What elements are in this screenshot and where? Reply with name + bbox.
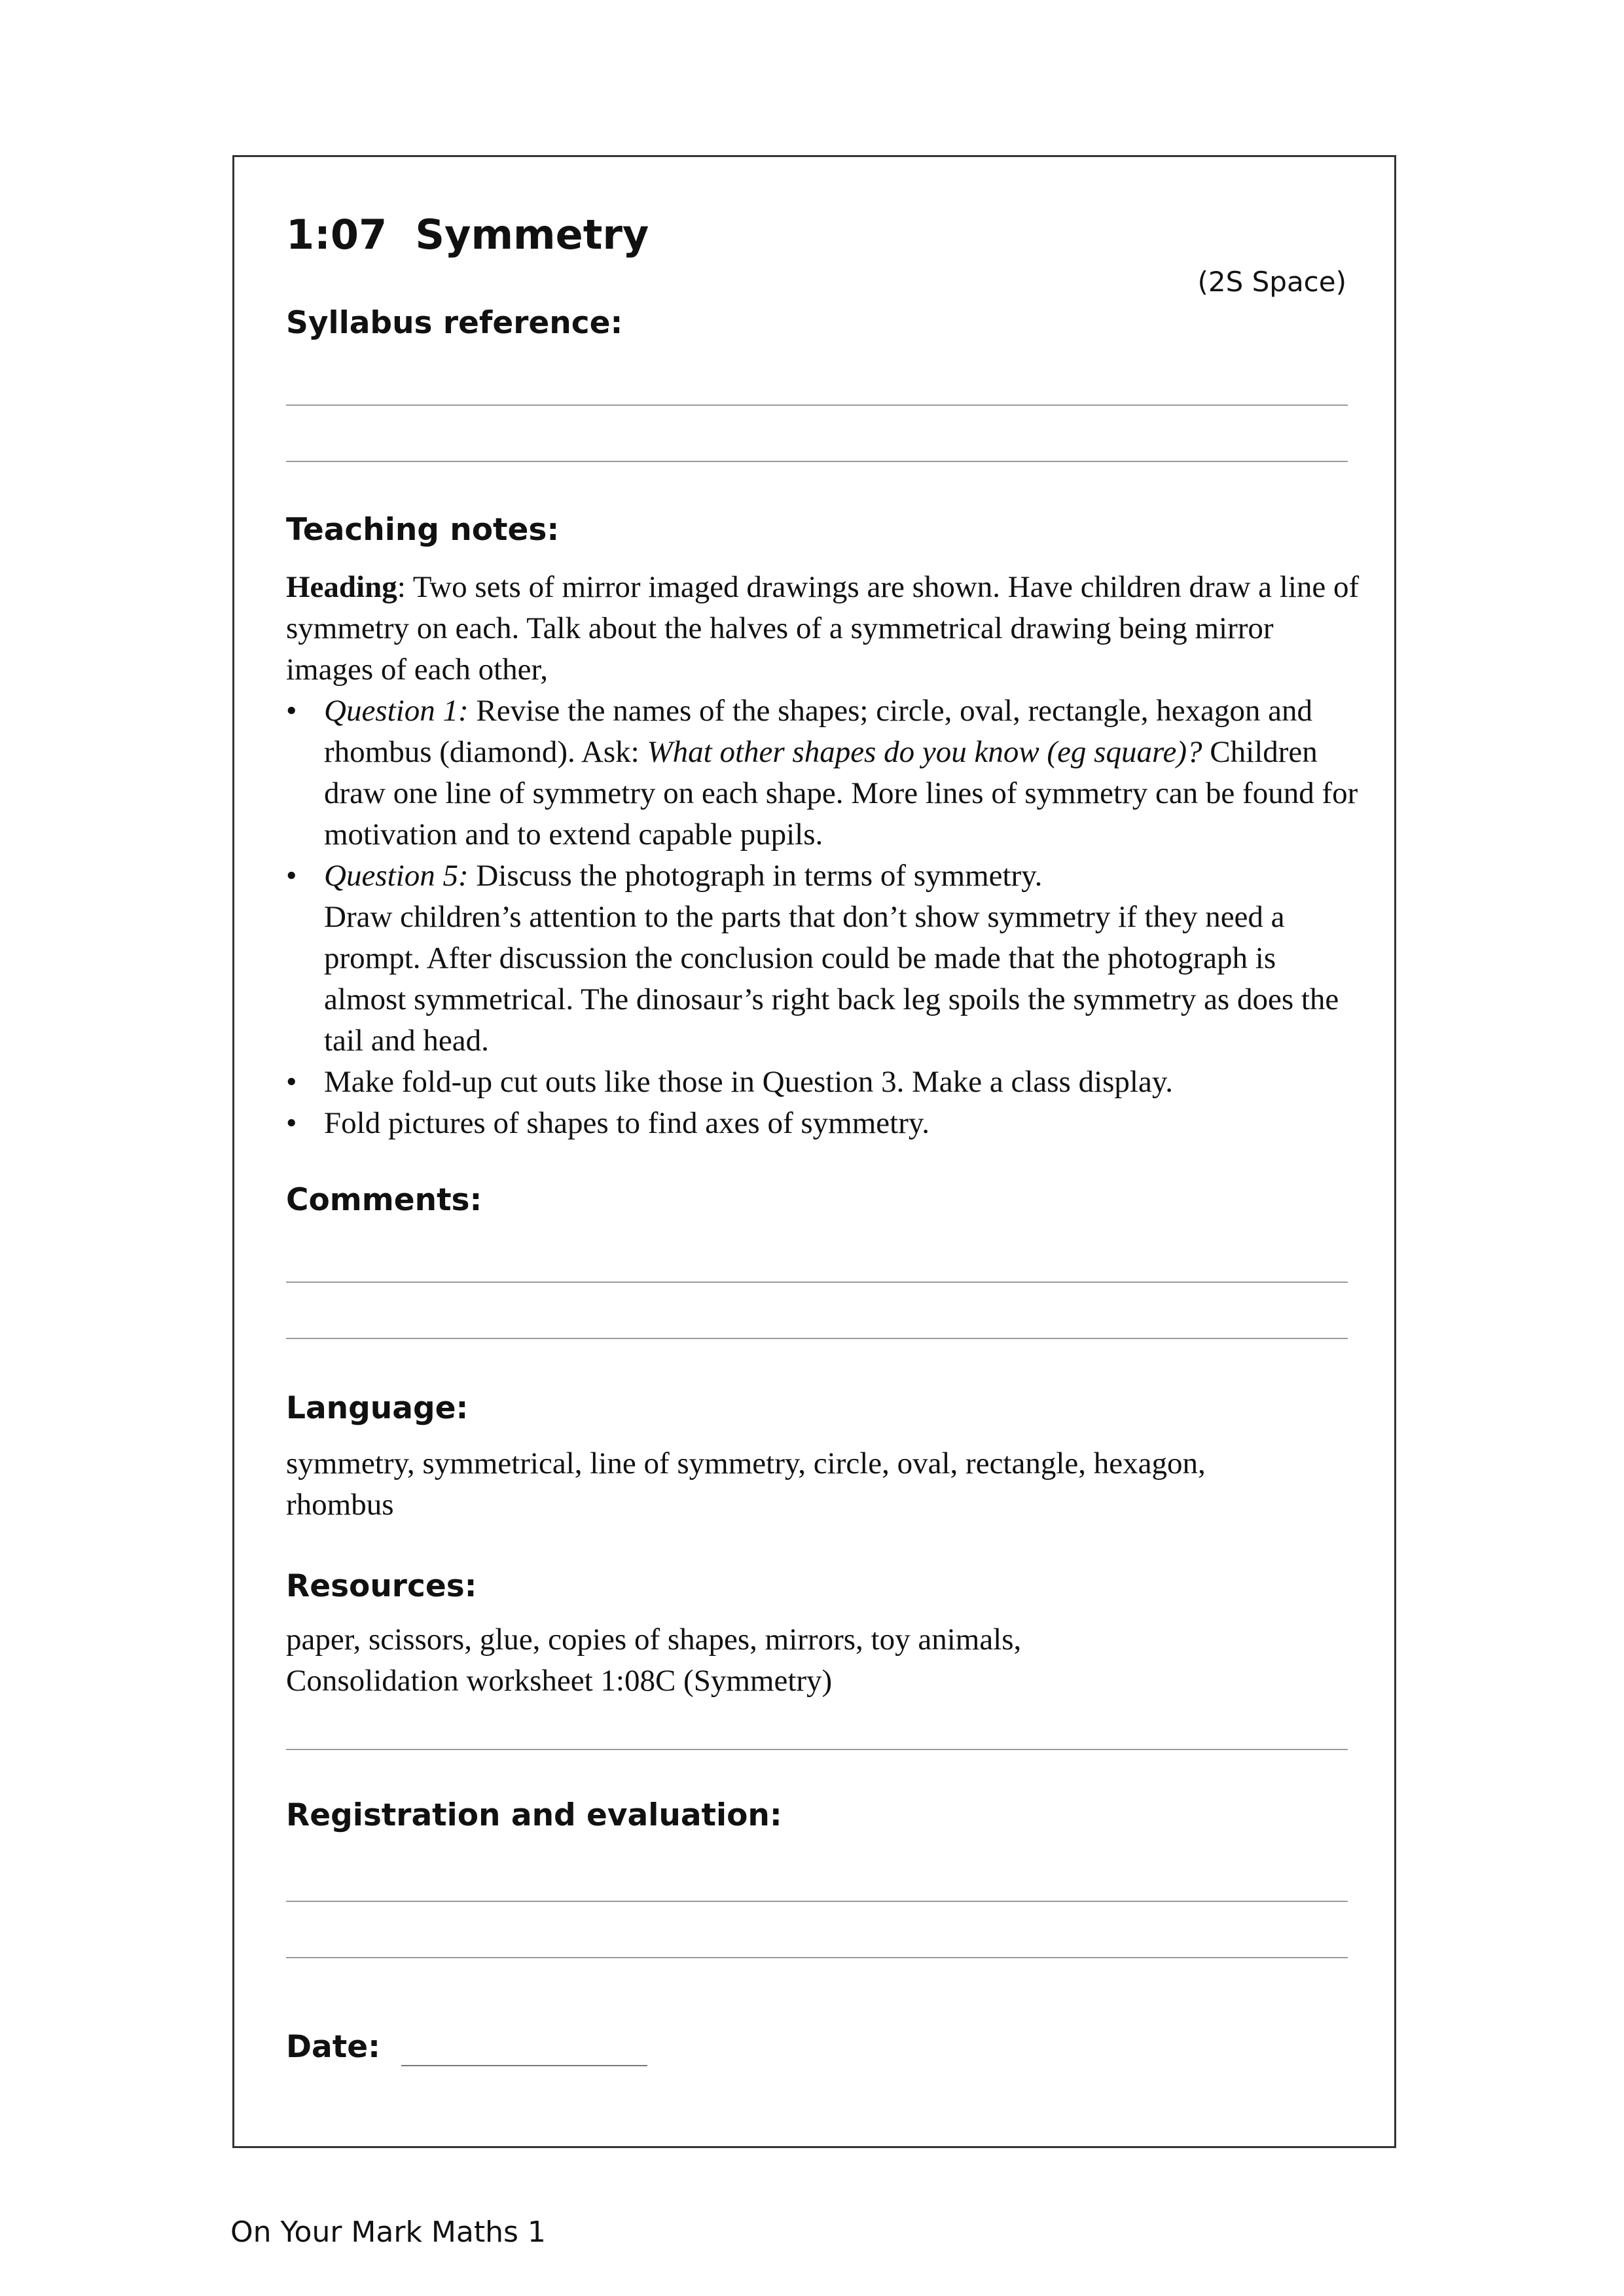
list-item — [286, 691, 1360, 855]
page-frame — [232, 155, 1396, 2148]
fold-up-note: Make fold-up cut outs like those in Question 3. Make a class display. — [324, 1065, 1174, 1099]
teaching-notes-body — [286, 567, 1360, 1144]
resources-heading: Resources: — [286, 1568, 477, 1604]
bullet: • — [286, 694, 297, 728]
teaching-notes-list — [286, 691, 1360, 1144]
registration-line-1[interactable] — [286, 1901, 1348, 1902]
date-field[interactable] — [401, 2065, 647, 2066]
page-title: 1:07 Symmetry — [286, 211, 649, 259]
comments-line-2[interactable] — [286, 1338, 1348, 1339]
strand-label: (2S Space) — [1197, 266, 1346, 298]
heading-note-text: : Two sets of mirror imaged drawings are shown. Have children draw a line of symmetry on each. Talk about the halves of a symmetrical drawing being mirror images of each other, — [286, 570, 1360, 687]
fold-pictures-note: Fold pictures of shapes to find axes of symmetry. — [324, 1106, 930, 1140]
question-5-label: Question 5: — [324, 859, 469, 893]
language-heading: Language: — [286, 1390, 469, 1426]
list-item — [286, 855, 1360, 1062]
registration-line-2[interactable] — [286, 1957, 1348, 1958]
resources-line-2: Consolidation worksheet 1:08C (Symmetry) — [286, 1664, 833, 1698]
question-1-text: Revise the names of the shapes; circle, oval, rectangle, hexagon and rhombus (diamond). Ask: — [324, 694, 1313, 769]
question-5-text: Discuss the photograph in terms of symmetry. — [468, 859, 1043, 893]
question-1-text-continued: Children draw one line of symmetry on each shape. More lines of symmetry can be found for motivation and to extend capable pupils. — [324, 735, 1358, 852]
teaching-notes-heading: Teaching notes: — [286, 512, 560, 548]
syllabus-line-2[interactable] — [286, 461, 1348, 462]
bullet: • — [286, 1106, 297, 1140]
question-1-label: Question 1: — [324, 694, 469, 728]
language-text: symmetry, symmetrical, line of symmetry, circle, oval, rectangle, hexagon, rhombus — [286, 1446, 1206, 1522]
heading-note — [286, 567, 1360, 691]
date-label: Date: — [286, 2029, 380, 2065]
resources-line[interactable] — [286, 1749, 1348, 1750]
syllabus-line-1[interactable] — [286, 404, 1348, 406]
question-5-text-continued: Draw children’s attention to the parts that don’t show symmetry if they need a prompt. After discussion the conclusion could be made that the photograph is almost symmetrical. The dinosaur’s right back leg spoils the symmetry as does the tail and head. — [324, 900, 1339, 1058]
heading-note-label: Heading — [286, 570, 397, 604]
comments-heading: Comments: — [286, 1182, 482, 1218]
bullet: • — [286, 859, 297, 893]
comments-line-1[interactable] — [286, 1282, 1348, 1283]
bullet: • — [286, 1065, 297, 1099]
question-1-prompt: What other shapes do you know (eg square)? — [647, 735, 1202, 769]
resources-text — [286, 1619, 1360, 1702]
list-item — [286, 1103, 1360, 1144]
list-item — [286, 1062, 1360, 1103]
syllabus-reference-heading: Syllabus reference: — [286, 305, 623, 341]
resources-line-1: paper, scissors, glue, copies of shapes, mirrors, toy animals, — [286, 1623, 1022, 1657]
registration-heading: Registration and evaluation: — [286, 1797, 782, 1833]
page-footer: On Your Mark Maths 1 — [230, 2215, 546, 2249]
